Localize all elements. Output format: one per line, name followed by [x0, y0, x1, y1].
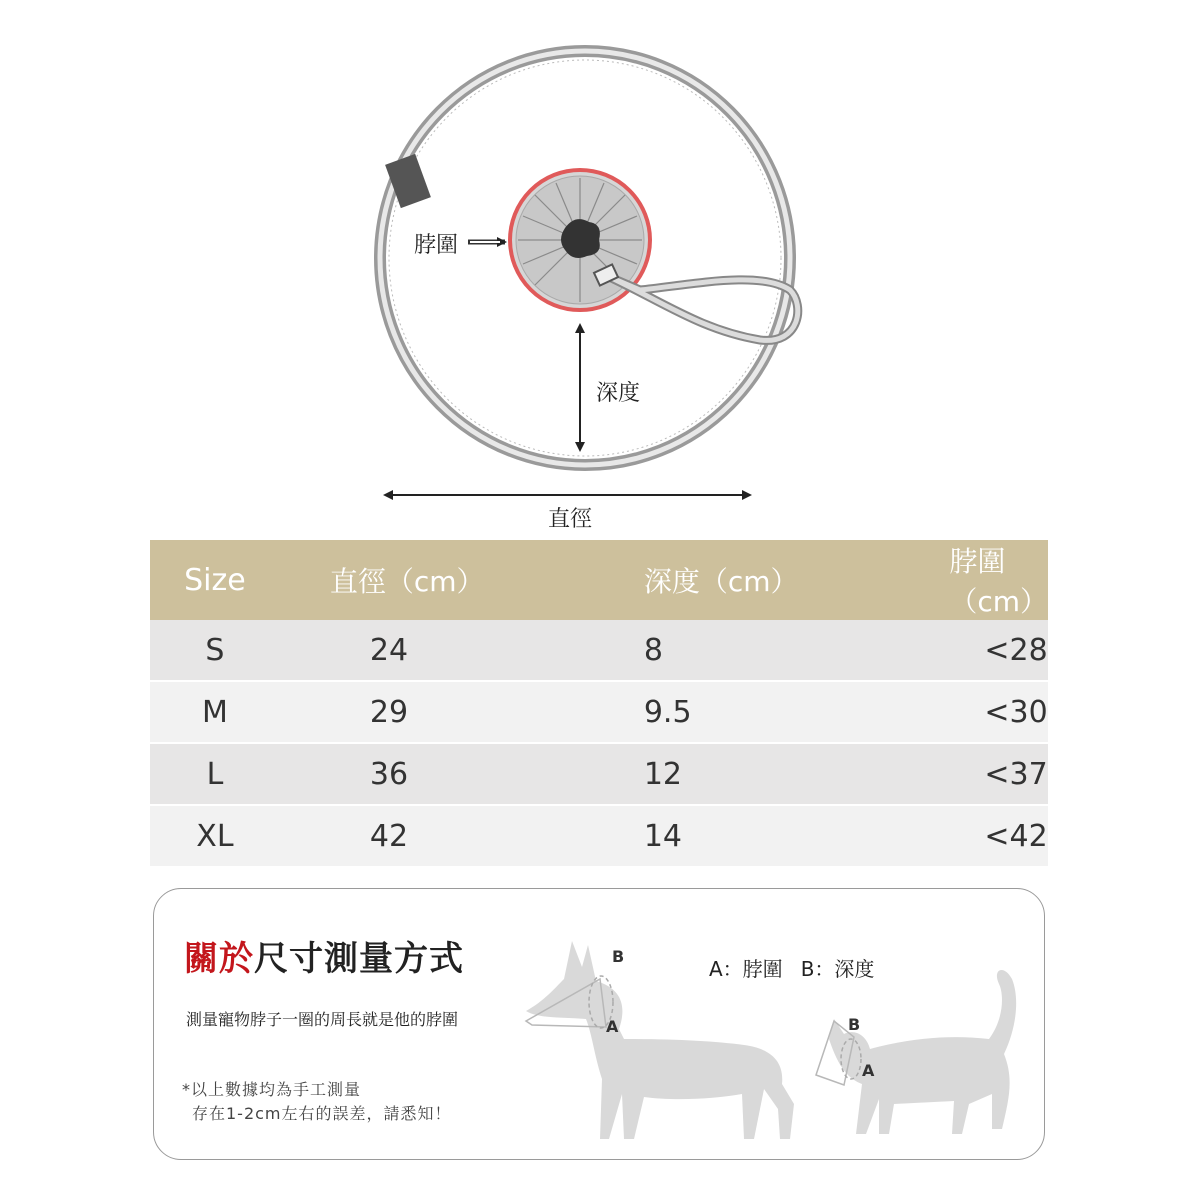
table-header-row: [150, 540, 1048, 620]
size-table: [150, 540, 1048, 866]
info-title-highlight: 關於: [184, 939, 254, 979]
measurement-legend: [709, 953, 874, 982]
cat-marker-a: A: [862, 1061, 875, 1080]
cone-diagram: [0, 0, 1200, 540]
cell-depth: 9.5: [564, 681, 870, 743]
cell-size: M: [150, 681, 280, 743]
info-description: 測量寵物脖子一圈的周長就是他的脖圍: [186, 1010, 459, 1029]
cell-diameter: 29: [280, 681, 564, 743]
cell-depth: 12: [564, 743, 870, 805]
info-title: [184, 931, 464, 980]
cell-neck: <37: [869, 743, 1048, 805]
table-row: [150, 743, 1048, 805]
header-depth: 深度（cm）: [564, 540, 870, 620]
cat-marker-b: B: [848, 1015, 861, 1034]
header-diameter: 直徑（cm）: [280, 540, 564, 620]
cell-diameter: 42: [280, 805, 564, 866]
table-row: [150, 805, 1048, 866]
diameter-label: 直徑: [548, 507, 593, 532]
table-row: [150, 681, 1048, 743]
cell-neck: <28: [869, 620, 1048, 681]
neck-label: 脖圍: [414, 233, 459, 258]
depth-label: 深度: [596, 381, 641, 406]
note-line-2: 存在1-2cm左右的誤差，請悉知！: [192, 1104, 452, 1123]
info-title-main: 尺寸測量方式: [254, 939, 464, 979]
cone-illustration: [0, 0, 1200, 540]
cell-size: S: [150, 620, 280, 681]
cell-diameter: 24: [280, 620, 564, 681]
measurement-info-box: [153, 888, 1045, 1160]
note-line-1: *以上數據均為手工測量: [182, 1080, 362, 1099]
legend-b: B：深度: [800, 957, 875, 981]
table-row: [150, 620, 1048, 681]
legend-a: A：脖圍: [709, 957, 783, 981]
dog-marker-b: B: [612, 947, 625, 966]
cell-diameter: 36: [280, 743, 564, 805]
header-neck: 脖圍（cm）: [869, 540, 1048, 620]
cell-size: XL: [150, 805, 280, 866]
dog-marker-a: A: [606, 1017, 619, 1036]
cell-size: L: [150, 743, 280, 805]
cell-depth: 8: [564, 620, 870, 681]
header-size: Size: [150, 540, 280, 620]
cell-neck: <42: [869, 805, 1048, 866]
cell-depth: 14: [564, 805, 870, 866]
cell-neck: <30: [869, 681, 1048, 743]
cat-silhouette: [829, 970, 1016, 1134]
